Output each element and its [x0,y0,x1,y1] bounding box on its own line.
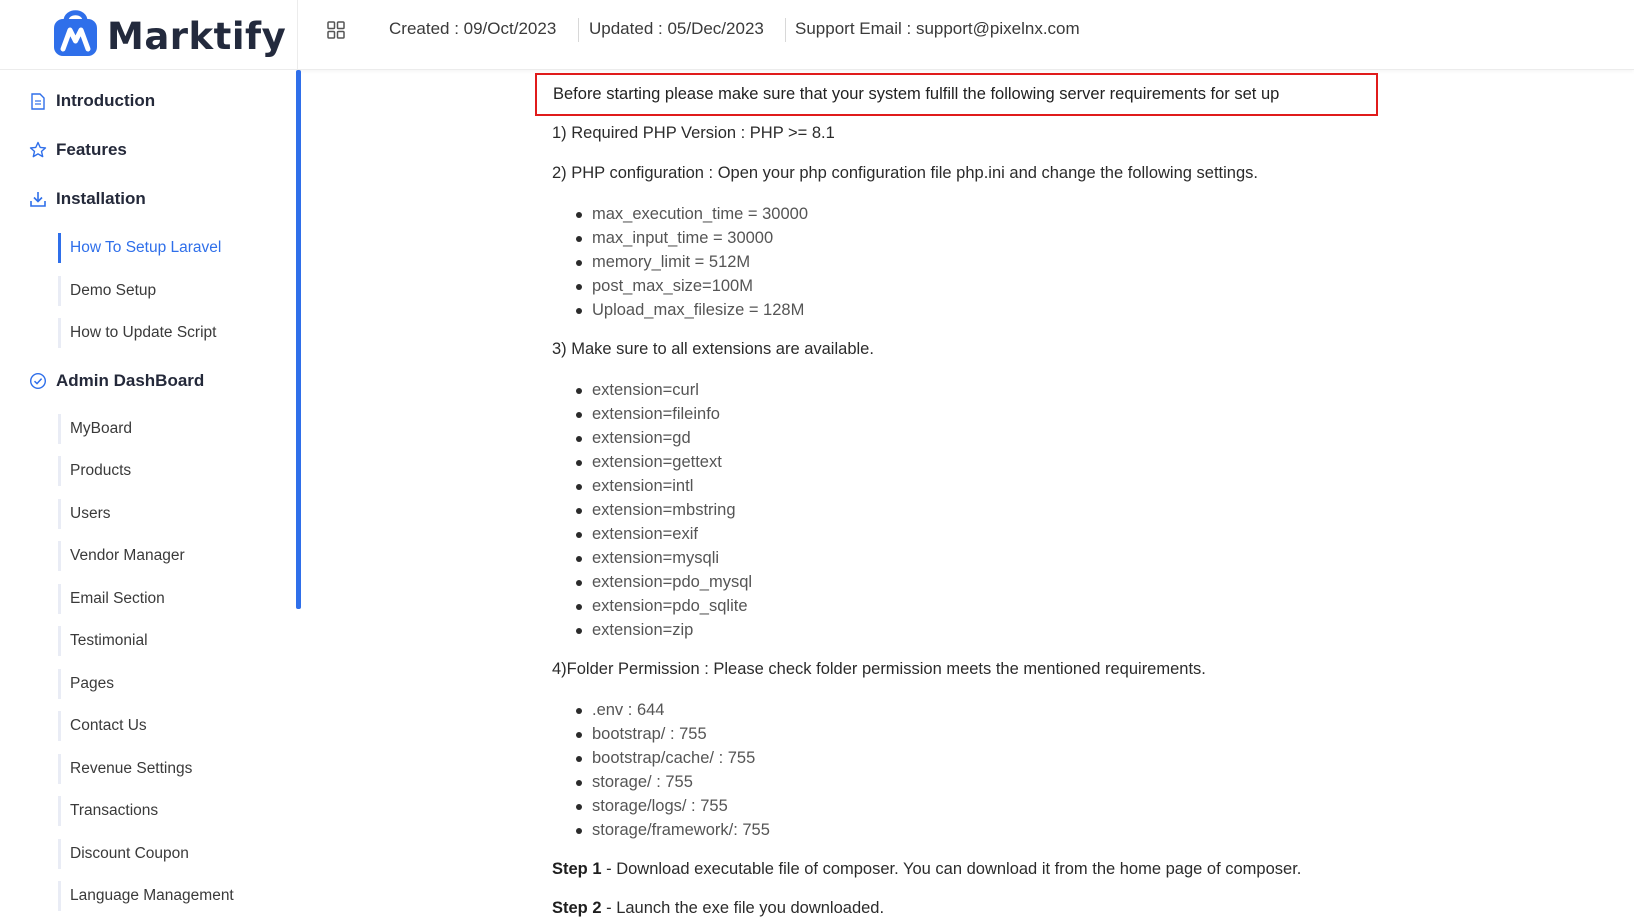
list-item: extension=mbstring [576,498,752,522]
sidebar-item-transactions[interactable]: Transactions [58,796,278,826]
sidebar-section-features[interactable]: Features [28,137,127,163]
php-settings-list [576,202,808,322]
requirement-extensions: 3) Make sure to all extensions are available. [552,340,874,358]
list-item: extension=pdo_mysql [576,570,752,594]
extensions-list [576,378,752,642]
document-icon [28,91,48,111]
sidebar-item-products[interactable]: Products [58,456,278,486]
list-item: bootstrap/ : 755 [576,722,770,746]
sidebar-section-installation[interactable]: Installation [28,186,146,212]
sidebar-item-demo-setup[interactable]: Demo Setup [58,276,278,306]
check-circle-icon [28,371,48,391]
header-divider [297,0,298,70]
sidebar-scrollbar[interactable] [296,70,301,609]
permissions-list [576,698,770,842]
brand-name: Marktify [107,15,287,58]
step-1 [552,860,1301,879]
sidebar-item-how-to-update-script[interactable]: How to Update Script [58,318,278,348]
list-item: extension=gettext [576,450,752,474]
header-separator [578,18,579,42]
step-1-label: Step 1 [552,860,602,878]
grid-menu-icon[interactable] [327,21,345,39]
requirement-php-version: 1) Required PHP Version : PHP >= 8.1 [552,124,835,142]
list-item: extension=exif [576,522,752,546]
requirement-php-config: 2) PHP configuration : Open your php configuration file php.ini and change the following settings. [552,164,1258,182]
requirements-callout [535,73,1378,116]
sidebar-item-myboard[interactable]: MyBoard [58,414,278,444]
list-item: extension=gd [576,426,752,450]
step-2 [552,899,884,918]
created-date: Created : 09/Oct/2023 [389,19,557,38]
sidebar-item-vendor-manager[interactable]: Vendor Manager [58,541,278,571]
step-2-text: - Launch the exe file you downloaded. [601,899,885,917]
list-item: extension=zip [576,618,752,642]
brand-logo[interactable] [52,5,302,61]
header-separator [785,18,786,42]
sidebar-item-testimonial[interactable]: Testimonial [58,626,278,656]
download-icon [28,189,48,209]
star-icon [28,140,48,160]
sidebar-item-discount-coupon[interactable]: Discount Coupon [58,839,278,869]
list-item: storage/logs/ : 755 [576,794,770,818]
top-header [0,0,1634,70]
sidebar-section-admin-dashboard[interactable]: Admin DashBoard [28,368,204,394]
step-2-label: Step 2 [552,899,602,917]
list-item: max_execution_time = 30000 [576,202,808,226]
list-item: max_input_time = 30000 [576,226,808,250]
step-1-text: - Download executable file of composer. You can download it from the home page of composer. [601,860,1302,878]
requirement-folder-permission: 4)Folder Permission : Please check folder permission meets the mentioned requirements. [552,660,1206,678]
list-item: bootstrap/cache/ : 755 [576,746,770,770]
sidebar-item-users[interactable]: Users [58,499,278,529]
list-item: extension=intl [576,474,752,498]
list-item: extension=curl [576,378,752,402]
sidebar-item-pages[interactable]: Pages [58,669,278,699]
list-item: memory_limit = 512M [576,250,808,274]
updated-date: Updated : 05/Dec/2023 [589,19,764,38]
list-item: Upload_max_filesize = 128M [576,298,808,322]
list-item: .env : 644 [576,698,770,722]
list-item: extension=pdo_sqlite [576,594,752,618]
support-email: Support Email : support@pixelnx.com [795,19,1080,38]
sidebar-item-email-section[interactable]: Email Section [58,584,278,614]
sidebar-item-how-to-setup-laravel[interactable]: How To Setup Laravel [58,233,278,263]
callout-text: Before starting please make sure that your system fulfill the following server requirements for set up [553,85,1280,103]
list-item: extension=mysqli [576,546,752,570]
list-item: post_max_size=100M [576,274,808,298]
list-item: extension=fileinfo [576,402,752,426]
sidebar-item-revenue-settings[interactable]: Revenue Settings [58,754,278,784]
sidebar-item-contact-us[interactable]: Contact Us [58,711,278,741]
list-item: storage/ : 755 [576,770,770,794]
shopping-bag-icon [52,5,99,57]
sidebar-item-language-management[interactable]: Language Management [58,881,278,911]
list-item: storage/framework/: 755 [576,818,770,842]
sidebar-section-introduction[interactable]: Introduction [28,88,155,114]
